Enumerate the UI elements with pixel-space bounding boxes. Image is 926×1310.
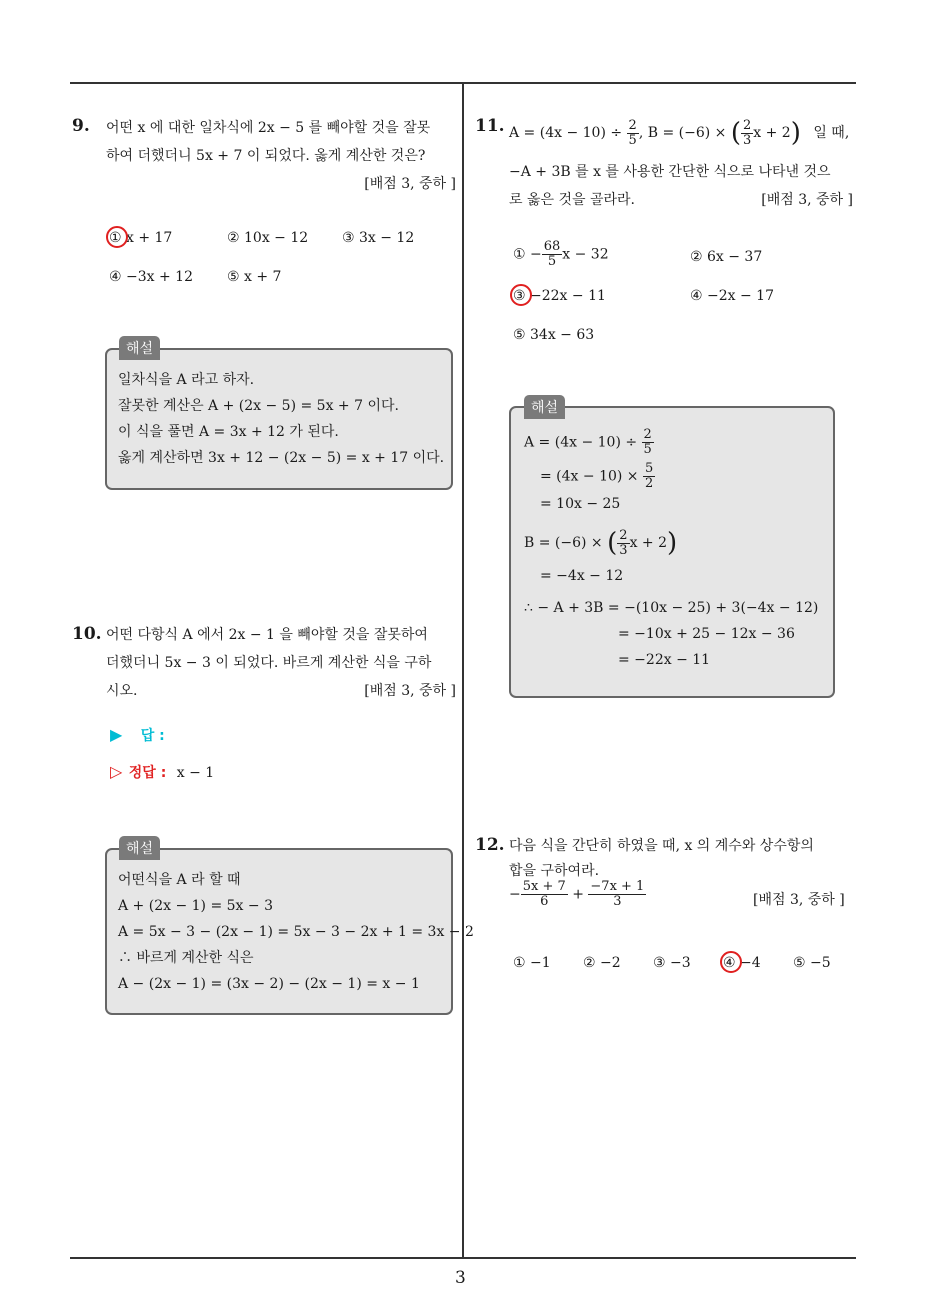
q10-sol-line: A − (2x − 1) = (3x − 2) − (2x − 1) = x − 1 bbox=[118, 976, 420, 992]
play-arrow-icon: ▶ bbox=[110, 725, 123, 744]
q12-choice-1[interactable]: ① −1 bbox=[513, 955, 551, 971]
q10-sol-line: 어떤식을 A 라 할 때 bbox=[118, 872, 241, 888]
q12-line1: 다음 식을 간단히 하였을 때, x 의 계수와 상수항의 bbox=[509, 838, 814, 854]
q11-solution-tag: 해설 bbox=[524, 395, 565, 419]
q10-meta: [배점 3, 중하 ] bbox=[364, 683, 456, 699]
q9-solution-tag: 해설 bbox=[119, 336, 160, 360]
q12-choice-3[interactable]: ③ −3 bbox=[653, 955, 691, 971]
q9-line2: 하여 더했더니 5x + 7 이 되었다. 옳게 계산한 것은? bbox=[106, 148, 426, 164]
q11-number: 11. bbox=[475, 116, 505, 136]
q11-text bbox=[509, 158, 859, 214]
q10-line3: 시오. bbox=[106, 683, 138, 699]
q10-answer-row[interactable] bbox=[110, 725, 165, 745]
q11-frac-2-3: $\frac{2}{3}$ bbox=[743, 117, 752, 148]
q12-expression: − $\frac{5x + 7}{6}$ + $\frac{-7x + 1}{3}$ bbox=[509, 879, 645, 909]
q9-solution-text bbox=[118, 367, 444, 471]
q10-correct-row bbox=[110, 762, 214, 782]
q10-answer-label: 답 : bbox=[140, 728, 165, 744]
q9-choice-2[interactable]: ② 10x − 12 bbox=[227, 230, 309, 246]
q12-line2: 합을 구하여라. bbox=[509, 863, 600, 879]
q11-line2: −A + 3B 를 x 를 사용한 간단한 식으로 나타낸 것으 bbox=[509, 164, 831, 180]
q9-choice-1[interactable]: ① x + 17 bbox=[109, 230, 173, 246]
q12-choice-4[interactable]: ④ −4 bbox=[723, 955, 761, 971]
q10-text bbox=[106, 621, 456, 705]
q10-correct-value: x − 1 bbox=[176, 765, 215, 781]
q9-choice-5[interactable]: ⑤ x + 7 bbox=[227, 269, 282, 285]
q9-sol-line: 일차식을 A 라고 하자. bbox=[118, 372, 255, 388]
q11-solution-text: A = (4x − 10) ÷ $\frac{2}{5}$ = (4x − 10) × $\frac{5}{2}$ = 10x − 25 B = (−6) × ( $\frac{2}{3}$ x + 2) = −4x − 12 ∴ − A + 3B = −(10x − 25) + 3(−4x − 12) = −10x + 25 − 12x − 36 = −22x − 11 bbox=[524, 427, 819, 668]
q10-sol-line: A + (2x − 1) = 5x − 3 bbox=[118, 898, 273, 914]
q9-choice-4[interactable]: ④ −3x + 12 bbox=[109, 269, 193, 285]
q11-choice-1[interactable]: ① − $\frac{68}{5}$ x − 32 bbox=[513, 239, 609, 269]
q10-solution-text bbox=[118, 867, 474, 997]
q12-text bbox=[509, 832, 859, 882]
q9-sol-line: 옳게 계산하면 3x + 12 − (2x − 5) = x + 17 이다. bbox=[118, 450, 445, 466]
q9-choice-3[interactable]: ③ 3x − 12 bbox=[342, 230, 415, 246]
q10-sol-line: ∴ 바르게 계산한 식은 bbox=[118, 950, 254, 966]
q11-choice-3[interactable]: ③ −22x − 11 bbox=[513, 288, 606, 304]
q12-answer-mark bbox=[720, 951, 742, 973]
q11-choice-5[interactable]: ⑤ 34x − 63 bbox=[513, 327, 595, 343]
q9-meta: [배점 3, 중하 ] bbox=[364, 176, 456, 192]
q10-number: 10. bbox=[72, 624, 102, 644]
q12-meta: [배점 3, 중하 ] bbox=[753, 892, 845, 908]
q11-choice-2[interactable]: ② 6x − 37 bbox=[690, 249, 763, 265]
q11-line1: A = (4x − 10) ÷ $\frac{2}{5}$ , B = (−6) × ( $\frac{2}{3}$ x + 2) 일 때, bbox=[509, 117, 850, 148]
q10-solution-tag: 해설 bbox=[119, 836, 160, 860]
q9-line1: 어떤 x 에 대한 일차식에 2x − 5 를 빼야할 것을 잘못 bbox=[106, 120, 431, 136]
q9-text bbox=[106, 114, 456, 198]
q11-choice-4[interactable]: ④ −2x − 17 bbox=[690, 288, 774, 304]
q10-correct-label: 정답 : bbox=[128, 765, 167, 781]
q10-sol-line: A = 5x − 3 − (2x − 1) = 5x − 3 − 2x + 1 = 3x − 2 bbox=[118, 924, 474, 940]
q12-choice-5[interactable]: ⑤ −5 bbox=[793, 955, 831, 971]
q10-line2: 더했더니 5x − 3 이 되었다. 바르게 계산한 식을 구하 bbox=[106, 655, 432, 671]
q12-number: 12. bbox=[475, 835, 505, 855]
q11-meta: [배점 3, 중하 ] bbox=[761, 192, 853, 208]
q9-sol-line: 잘못한 계산은 A + (2x − 5) = 5x + 7 이다. bbox=[118, 398, 399, 414]
column-divider bbox=[462, 83, 464, 1258]
q11-answer-mark bbox=[510, 284, 532, 306]
q9-answer-mark bbox=[106, 226, 128, 248]
q11-line3: 로 옳은 것을 골라라. bbox=[509, 192, 635, 208]
page-number: 3 bbox=[455, 1268, 466, 1288]
bottom-rule bbox=[70, 1257, 856, 1259]
q10-line1: 어떤 다항식 A 에서 2x − 1 을 빼야할 것을 잘못하여 bbox=[106, 627, 428, 643]
q12-choice-2[interactable]: ② −2 bbox=[583, 955, 621, 971]
q9-sol-line: 이 식을 풀면 A = 3x + 12 가 된다. bbox=[118, 424, 339, 440]
q9-number: 9. bbox=[72, 116, 90, 136]
outline-arrow-icon: ▷ bbox=[110, 762, 123, 781]
q11-frac-2-5: $\frac{2}{5}$ bbox=[628, 117, 637, 148]
